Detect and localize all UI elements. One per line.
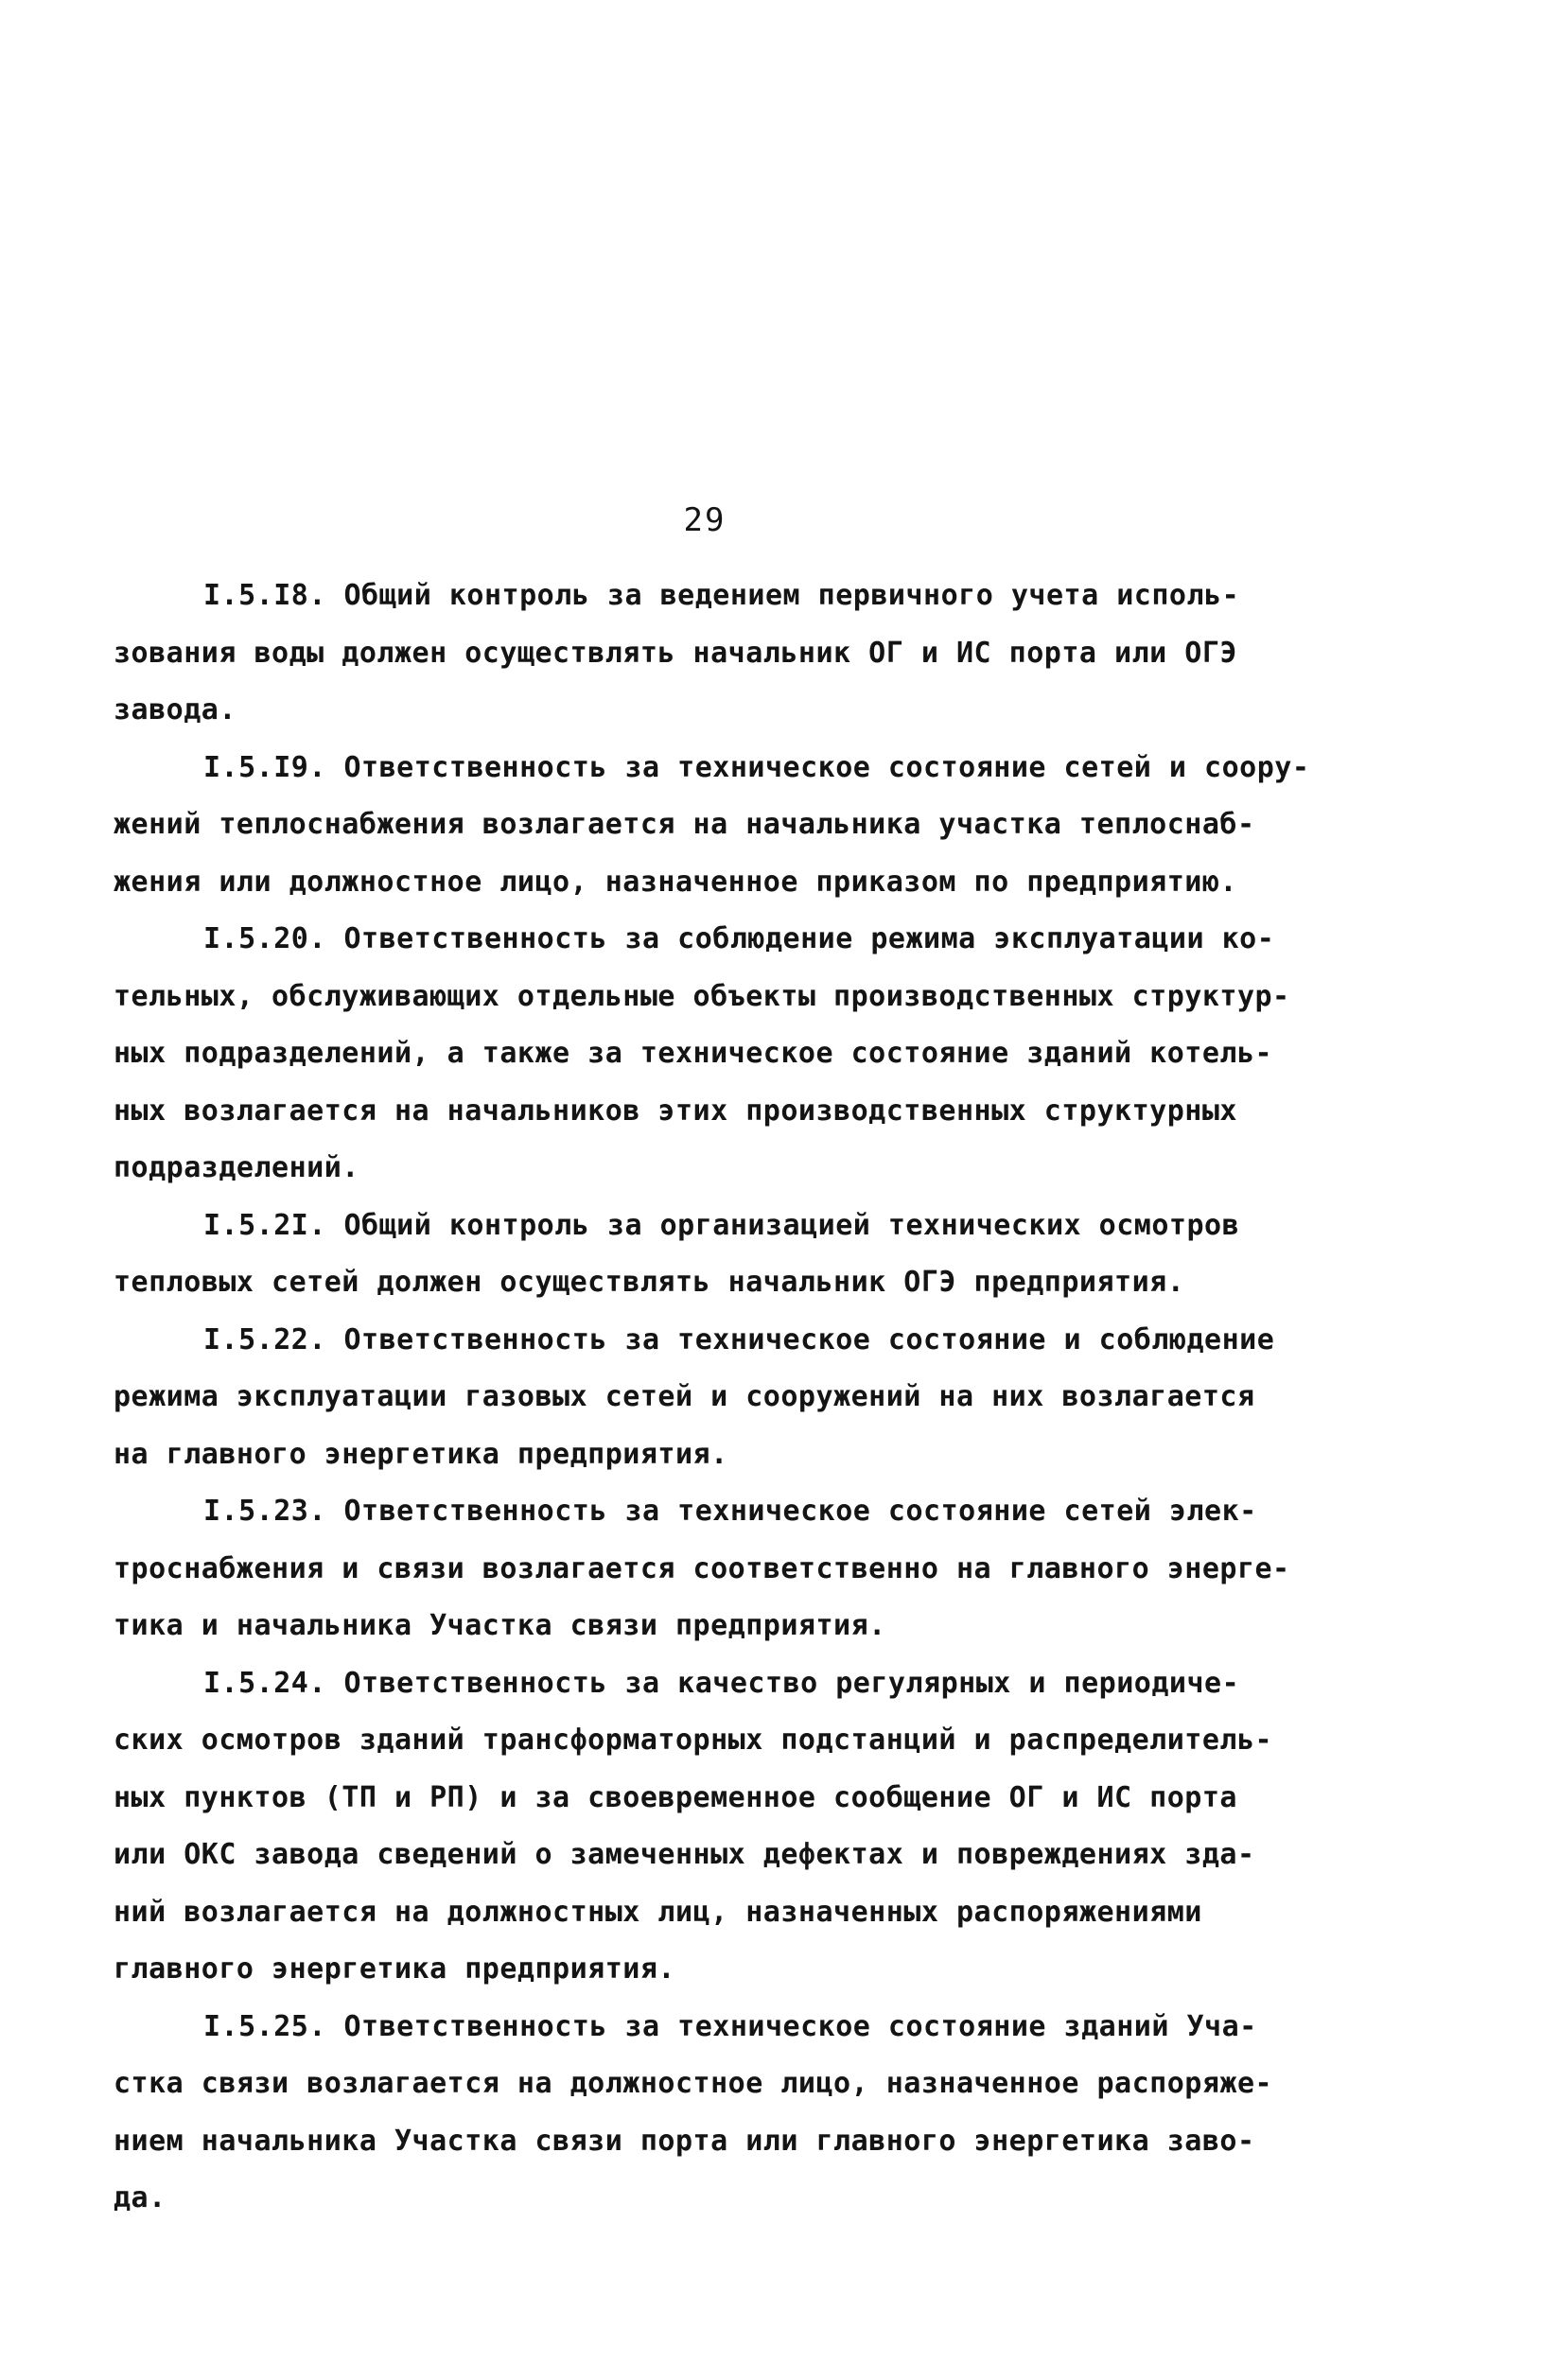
paragraph-1-5-20 [114,911,1334,1198]
text-line: жения или должностное лицо, назначенное приказом по предприятию. [114,865,1237,899]
text-line: ных подразделений, а также за техническое состояние зданий котель- [114,1037,1273,1070]
text-line: I.5.I9. Ответственность за техническое состояние сетей и соору- [203,750,1310,784]
text-line: стка связи возлагается на должностное лицо, назначенное распоряже- [114,2067,1273,2100]
text-line: I.5.23. Ответственность за техническое состояние сетей элек- [203,1495,1257,1528]
paragraph-1-5-18 [114,568,1334,740]
page-number: 29 [683,501,727,539]
text-line: тика и начальника Участка связи предприятия. [114,1609,886,1642]
document-body [114,568,1334,2228]
paragraph-1-5-19 [114,740,1334,912]
text-line: I.5.2I. Общий контроль за организацией технических осмотров [203,1208,1240,1242]
text-line: I.5.20. Ответственность за соблюдение режима эксплуатации ко- [203,922,1275,955]
text-line: тельных, обслуживающих отдельные объекты производственных структур- [114,979,1290,1013]
paragraph-1-5-22 [114,1312,1334,1484]
paragraph-1-5-25 [114,1999,1334,2228]
text-line: или ОКС завода сведений о замеченных дефектах и повреждениях зда- [114,1838,1255,1871]
text-line: троснабжения и связи возлагается соответственно на главного энерге- [114,1551,1290,1585]
text-line: нием начальника Участка связи порта или главного энергетика заво- [114,2124,1255,2158]
text-line: жений теплоснабжения возлагается на начальника участка теплоснаб- [114,808,1255,841]
text-line: ных пунктов (ТП и РП) и за своевременное сообщение ОГ и ИС порта [114,1780,1237,1814]
text-line: да. [114,2181,166,2214]
text-line: на главного энергетика предприятия. [114,1437,728,1471]
text-line: ских осмотров зданий трансформаторных подстанций и распределитель- [114,1724,1273,1757]
text-line: подразделений. [114,1151,359,1184]
paragraph-1-5-21 [114,1198,1334,1312]
text-line: зования воды должен осуществлять начальник ОГ и ИС порта или ОГЭ [114,636,1237,670]
paragraph-1-5-24 [114,1655,1334,1999]
text-line: ний возлагается на должностных лиц, назначенных распоряжениями [114,1895,1202,1929]
text-line: режима эксплуатации газовых сетей и сооружений на них возлагается [114,1380,1255,1413]
text-line: завода. [114,693,236,726]
text-line: I.5.24. Ответственность за качество регулярных и периодиче- [203,1666,1240,1700]
text-line: тепловых сетей должен осуществлять начальник ОГЭ предприятия. [114,1266,1185,1299]
text-line: I.5.22. Ответственность за техническое состояние и соблюдение [203,1322,1275,1356]
text-line: I.5.25. Ответственность за техническое состояние зданий Уча- [203,2009,1257,2043]
text-line: главного энергетика предприятия. [114,1952,675,1986]
text-line: I.5.I8. Общий контроль за ведением первичного учета исполь- [203,579,1240,612]
paragraph-1-5-23 [114,1483,1334,1655]
text-line: ных возлагается на начальников этих производственных структурных [114,1094,1237,1128]
